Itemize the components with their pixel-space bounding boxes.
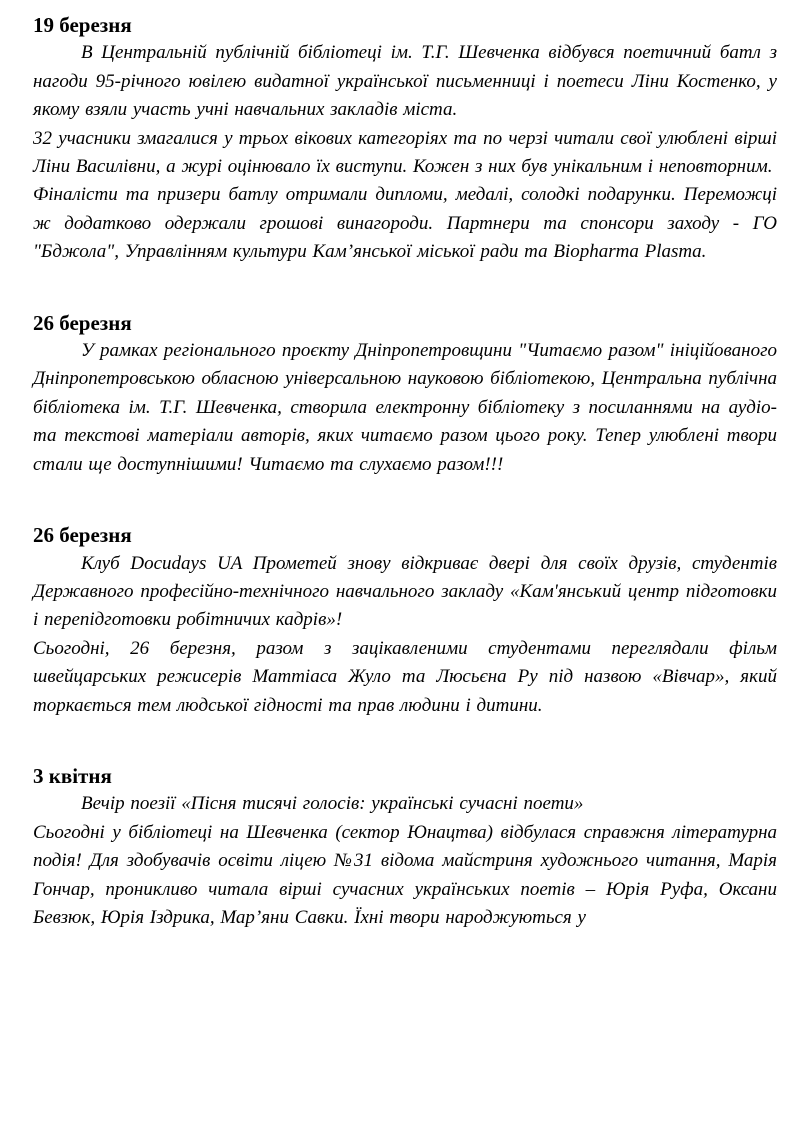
diary-entry [33, 11, 777, 267]
entry-paragraph: Клуб Docudays UA Прометей знову відкриває двері для своїх друзів, студентів Державного професійно-технічного навчального закладу «Кам'янський центр підготовки і перепідготовки робітничих кадрів»! [33, 552, 777, 631]
entry-paragraph: Сьогодні у бібліотеці на Шевченка (сектор Юнацтва) відбулася справжня літературна подія! Для здобувачів освіти ліцею №31 відома майстриня художнього читання, Марія Гончар, проникливо читала вірші сучасних українських поетів – Юрія Руфа, Оксани Бевзюк, Юрія Іздрика, Мар’яни Савки. Їхні твори народжуються у [33, 821, 777, 928]
entry-date-heading: 26 березня [33, 523, 132, 548]
entry-date-heading: 26 березня [33, 310, 132, 335]
diary-entry [33, 762, 777, 932]
entry-paragraph: Вечір поезії «Пісня тисячі голосів: українські сучасні поети» [81, 793, 584, 815]
entry-paragraph: У рамках регіонального проєкту Дніпропетровщини "Читаємо разом" ініційованого Дніпропетровською обласною універсальною науковою бібліотекою, Центральна публічна бібліотека ім. Т.Г. Шевченка, створила електронну бібліотеку з посиланнями на аудіо- та текстові матеріали авторів, яких читаємо разом цього року. Тепер улюблені твори стали ще доступнішими! Читаємо та слухаємо разом!!! [33, 340, 777, 475]
entry-paragraph: Фіналісти та призери батлу отримали дипломи, медалі, солодкі подарунки. Переможці ж додатково одержали грошові винагороди. Партнери та спонсори заходу - ГО "Бджола", Управлінням культури Кам’янської міської ради та Biopharma Plasma. [33, 184, 777, 263]
diary-entry [33, 309, 777, 479]
diary-entry [33, 521, 777, 720]
entry-paragraph: В Центральній публічній бібліотеці ім. Т.Г. Шевченка відбувся поетичний батл з нагоди 95-річного ювілею видатної української письменниці і поетеси Ліни Костенко, у якому взяли участь учні навчальних закладів міста. [33, 42, 777, 121]
entry-date-heading: 19 березня [33, 13, 132, 37]
entries-list [33, 11, 777, 932]
entry-date-heading: 3 квітня [33, 763, 112, 788]
entry-paragraph: Сьогодні, 26 березня, разом з зацікавленими студентами переглядали фільм швейцарських режисерів Маттіаса Жуло та Люсьєна Ру під назвою «Вівчар», який торкається тем людської гідності та прав людини і дитини. [33, 637, 777, 716]
entry-paragraph: 32 учасники змагалися у трьох вікових категоріях та по черзі читали свої улюблені вірші Ліни Василівни, а журі оцінювало їх виступи. Кожен з них був унікальним і неповторним. [33, 127, 777, 178]
